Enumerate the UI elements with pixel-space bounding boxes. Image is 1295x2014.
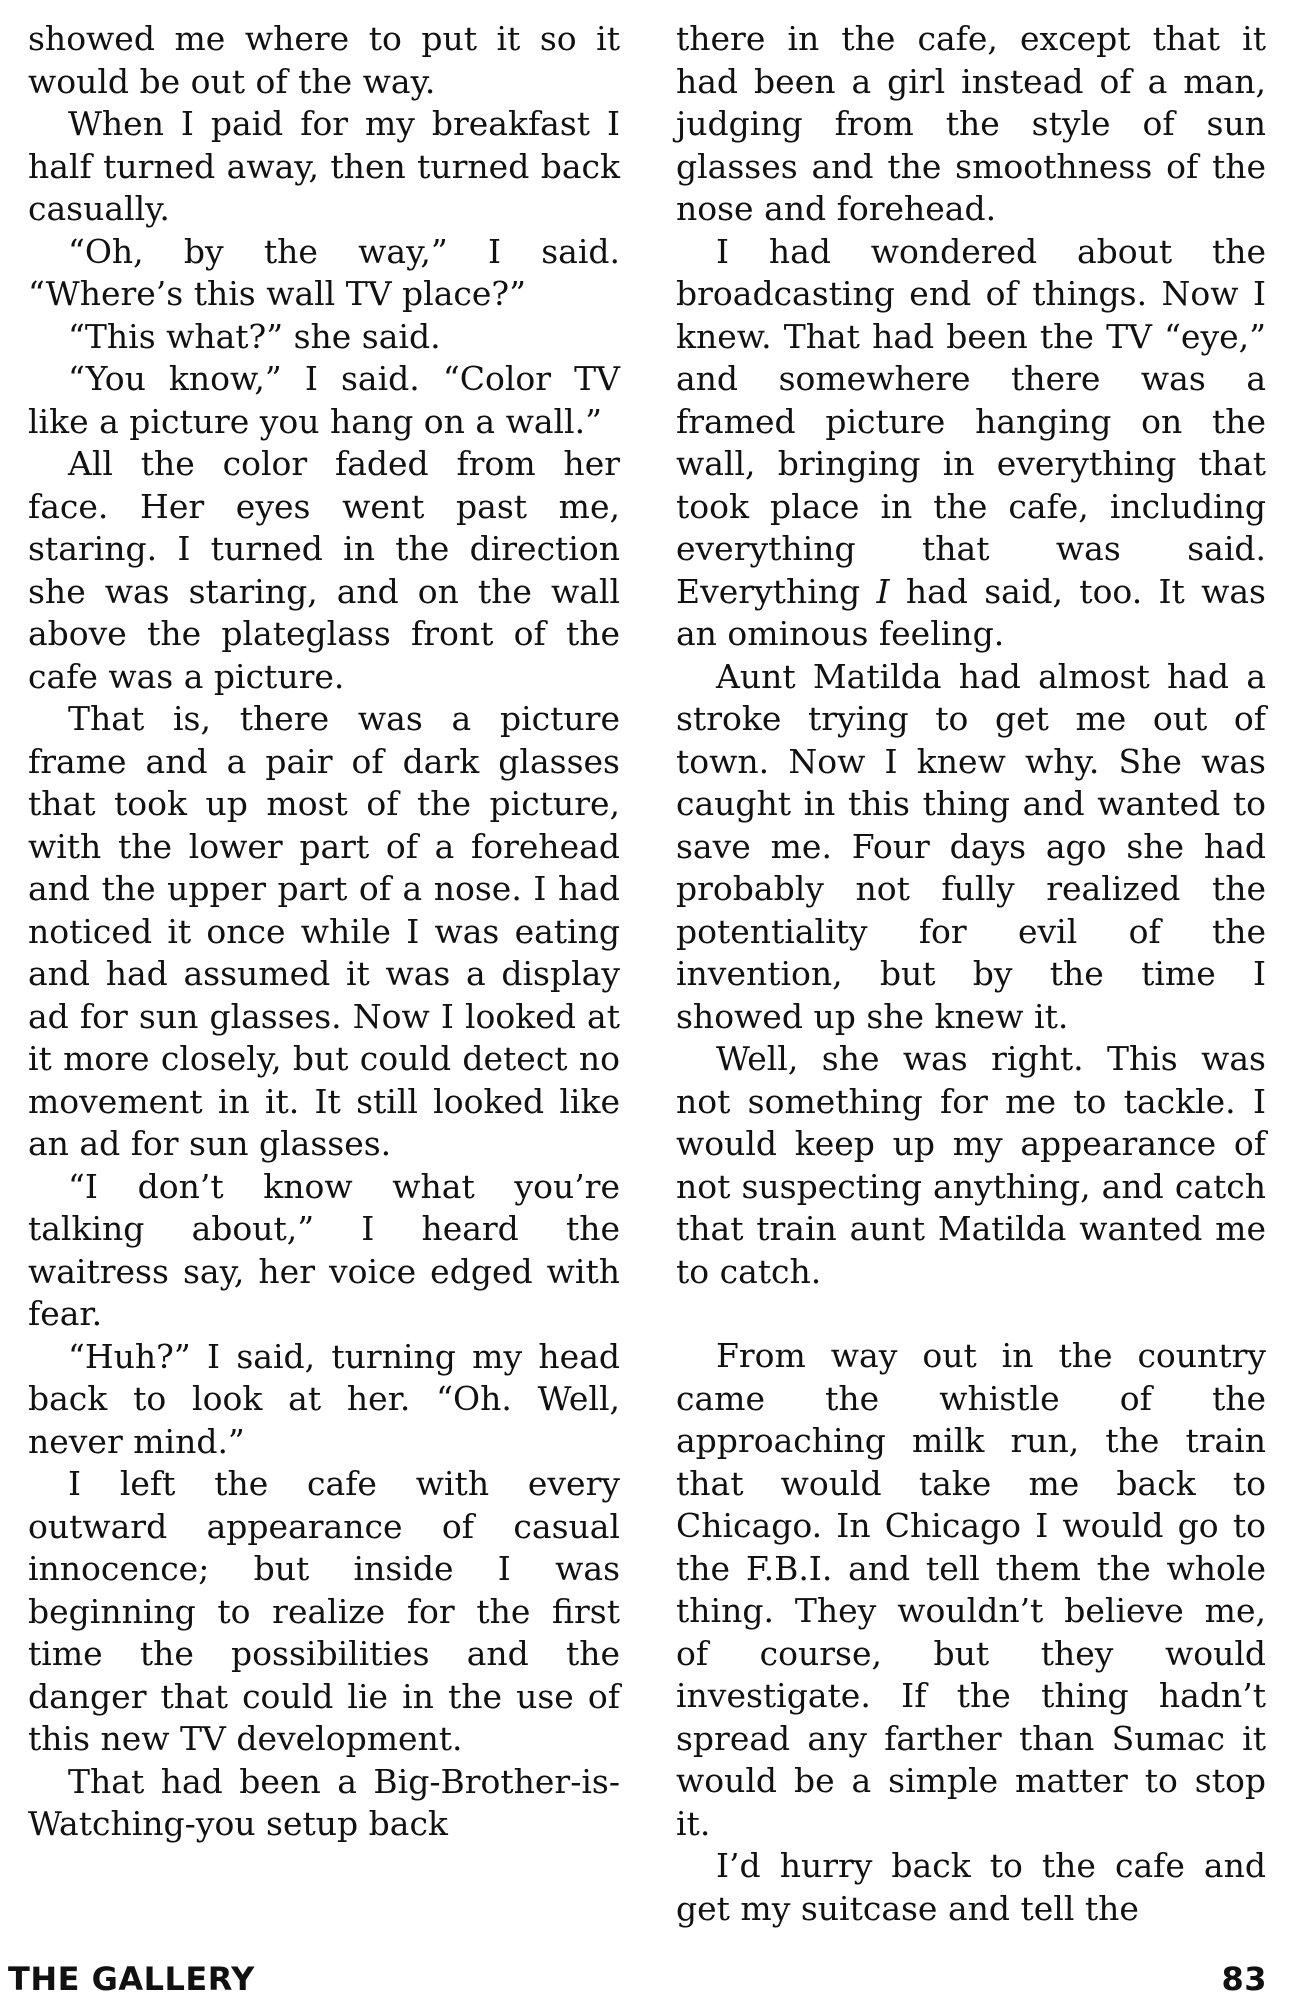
paragraph: When I paid for my breakfast I half turned away, then turned back casually. bbox=[28, 104, 620, 228]
paragraph: That is, there was a picture frame and a pair of dark glasses that took up most of the picture, with the lower part of a forehead and the upper part of a nose. I had noticed it once while I was eating and had assumed it was a display ad for sun glasses. Now I looked at it more closely, but could detect no movement in it. It still looked like an ad for sun glasses. bbox=[28, 699, 620, 1163]
paragraph: All the color faded from her face. Her eyes went past me, staring. I turned in the direction she was staring, and on the wall above the plateglass front of the cafe was a picture. bbox=[28, 444, 620, 696]
paragraph-text: I had wondered about the broadcasting end of things. Now I knew. That had been the TV “eye,” and somewhere there was a framed picture hanging on the wall, bringing in everything that took place in the cafe, including everything that was said. Everything bbox=[676, 231, 1266, 611]
italic-word: I bbox=[876, 571, 890, 611]
paragraph: there in the cafe, except that it had been a girl instead of a man, judging from the style of sun glasses and the smoothness of the nose and forehead. bbox=[676, 19, 1266, 228]
paragraph: That had been a Big-Brother-is-Watching-you setup back bbox=[28, 1761, 620, 1843]
paragraph: “This what?” she said. bbox=[68, 316, 441, 356]
paragraph-text: had said, too. It was an ominous feeling. bbox=[676, 571, 1266, 653]
paragraph: showed me where to put it so it would be out of the way. bbox=[28, 19, 620, 101]
paragraph: “I don’t know what you’re talking about,” I heard the waitress say, her voice edged with fear. bbox=[28, 1166, 620, 1333]
paragraph: “Oh, by the way,” I said. “Where’s this wall TV place?” bbox=[28, 231, 620, 313]
paragraph: “Huh?” I said, turning my head back to look at her. “Oh. Well, never mind.” bbox=[28, 1336, 620, 1461]
paragraph: I left the cafe with every outward appearance of casual innocence; but inside I was beginning to realize for the first time the possibilities and the danger that could lie in the use of this new TV development. bbox=[28, 1464, 620, 1758]
paragraph: Well, she was right. This was not something for me to tackle. I would keep up my appearance of not suspecting anything, and catch that train aunt Matilda wanted me to catch. bbox=[676, 1039, 1266, 1291]
section-break bbox=[676, 1293, 1266, 1335]
right-column bbox=[676, 18, 1266, 1930]
paragraph: Aunt Matilda had almost had a stroke trying to get me out of town. Now I knew why. She was caught in this thing and wanted to save me. Four days ago she had probably not fully realized the potentiality for evil of the invention, but by the time I showed up she knew it. bbox=[676, 656, 1266, 1036]
left-column bbox=[28, 18, 620, 1846]
paragraph: “You know,” I said. “Color TV like a picture you hang on a wall.” bbox=[28, 359, 620, 441]
paragraph: From way out in the country came the whistle of the approaching milk run, the train that would take me back to Chicago. In Chicago I would go to the F.B.I. and tell them the whole thing. They wouldn’t believe me, of course, but they would investigate. If the thing hadn’t spread any farther than Sumac it would be a simple matter to stop it. bbox=[676, 1336, 1266, 1843]
page-footer bbox=[8, 1960, 1267, 2004]
paragraph: I’d hurry back to the cafe and get my suitcase and tell the bbox=[676, 1846, 1266, 1928]
page-number: 83 bbox=[1221, 1960, 1267, 1998]
running-head: THE GALLERY bbox=[8, 1960, 255, 1998]
paragraph bbox=[676, 231, 1266, 656]
